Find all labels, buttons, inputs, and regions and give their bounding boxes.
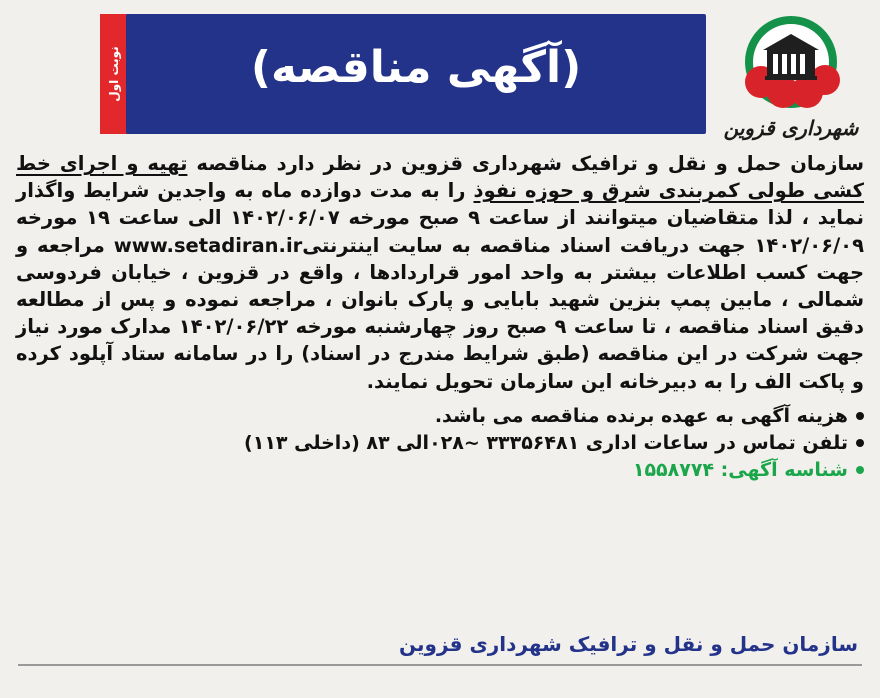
bullet-icon [856,439,864,447]
list-item [16,403,864,430]
list-item [16,457,864,484]
notice-header [6,6,874,146]
website-text: www.setadiran.ir [113,233,303,257]
bullet-icon [856,412,864,420]
instructions-text: مراجعه و جهت کسب اطلاعات بیشتر به واحد امور قراردادها ، واقع در قزوین ، خیابان فردوسی شمالی ، مابین پمپ بنزین شهید بابایی و پارک بانوان ، مراجعه نموده و پس از مطالعه دقیق اسناد مناقصه ، تا ساعت ۹ صبح روز چهارشنبه مورخه ۱۴۰۲/۰۶/۲۲ مدارک مورد نیاز جهت شرکت در این مناقصه (طبق شرایط مندرج در اسناد) را در سامانه ستاد آپلود کرده و پاکت الف را به دبیرخانه این سازمان تحویل نمایند. [16,233,864,393]
municipality-logo [721,12,861,152]
title-banner [126,14,706,134]
organization-footer: سازمان حمل و نقل و ترافیک شهرداری قزوین [399,632,858,656]
notice-title: (آگهی مناقصه) [250,42,582,93]
bottom-divider [18,664,862,666]
bullet-icon [856,466,864,474]
notice-id-value: ۱۵۵۸۷۷۴ [632,458,715,481]
phone-note: تلفن تماس در ساعات اداری ۳۳۳۵۶۴۸۱ ~۰۲۸الی ۸۳ (داخلی ۱۱۳) [244,431,848,454]
schedule-text: را به مدت دوازده ماه به واجدین شرایط واگذار نماید ، لذا متقاضیان میتوانند از ساعت ۹ صبح مورخه ۱۴۰۲/۰۶/۰۷ الی ساعت ۱۹ مورخه ۱۴۰۲/۰۶/۰۹ جهت دریافت اسناد مناقصه به سایت اینترنتی [16,179,865,257]
tender-subject: تهیه و اجرای خط کشی طولی کمربندی شرق و حوزه نفوذ [16,152,865,203]
intro-text: سازمان حمل و نقل و ترافیک شهرداری قزوین در نظر دارد مناقصه [196,152,865,175]
notice-tag-text: نوبت اول [107,46,121,102]
notice-bullets [16,403,864,484]
municipality-building-icon [721,12,861,116]
notice-body [16,150,864,484]
logo-caption: شهرداری قزوین [723,116,859,140]
notice-tag [100,14,128,134]
notice-paragraph [16,150,864,395]
notice-id-label: شناسه آگهی: [720,458,848,481]
cost-note: هزینه آگهی به عهده برنده مناقصه می باشد. [434,404,848,427]
list-item [16,430,864,457]
